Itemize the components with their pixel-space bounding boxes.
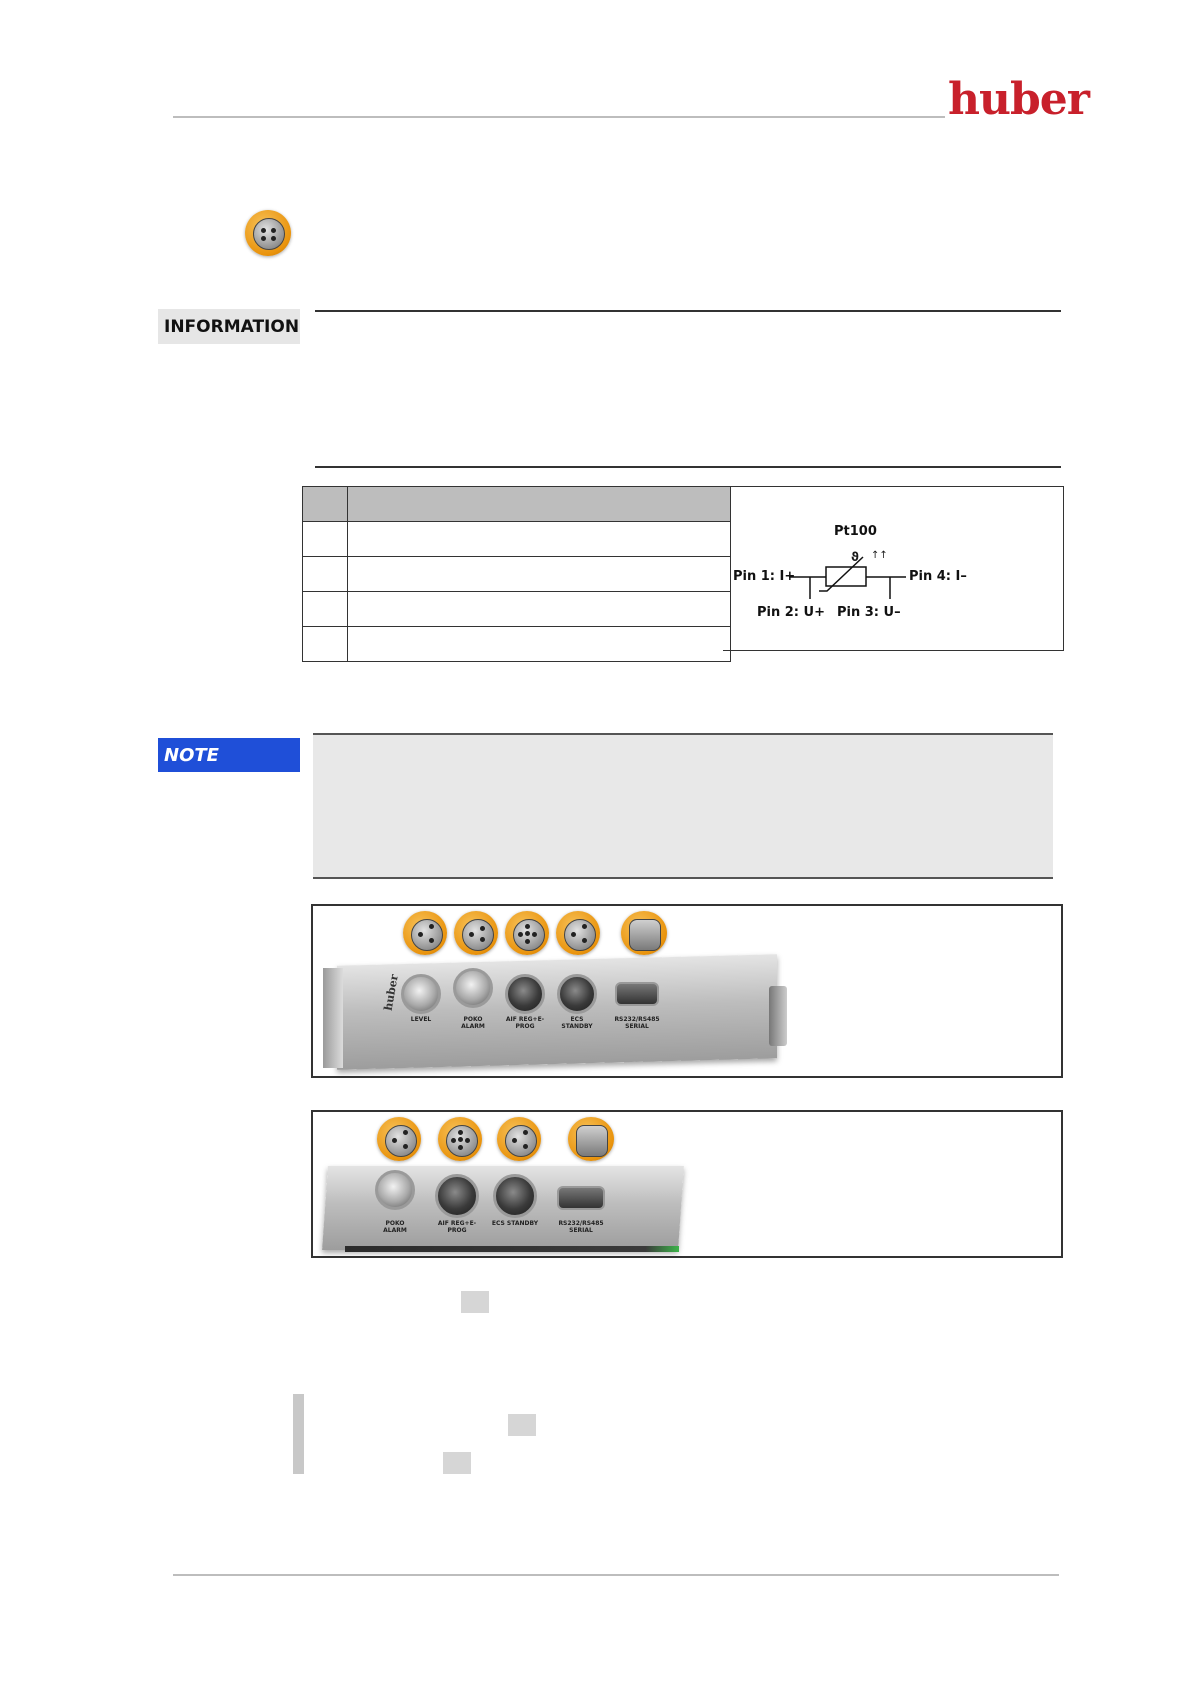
pt100-title: Pt100	[834, 524, 877, 539]
theta-symbol: ϑ	[851, 550, 859, 564]
arrows-symbol: ↑↑	[871, 550, 888, 561]
photo-interface-panel-2	[311, 1110, 1063, 1258]
plate-pcb-edge	[345, 1246, 679, 1252]
label-aif: AIF REG+E-PROG	[505, 1016, 545, 1030]
table-row	[303, 592, 731, 627]
table-row	[303, 522, 731, 557]
resistor-schematic	[723, 487, 1064, 652]
footer-rule	[173, 1574, 1059, 1576]
box-brand: huber	[381, 973, 401, 1012]
reference-marker-2	[508, 1414, 536, 1436]
poko-socket	[453, 968, 493, 1008]
label-level: LEVEL	[410, 1016, 432, 1023]
poko-alarm-connector-icon-2	[377, 1117, 421, 1161]
table-header-row	[303, 487, 731, 522]
label-serial: RS232/RS485 SERIAL	[614, 1016, 660, 1030]
pin4-label: Pin 4: I–	[909, 569, 967, 584]
serial-socket	[615, 982, 659, 1006]
serial-connector-icon	[621, 911, 667, 955]
label-ecs-2: ECS STANDBY	[491, 1220, 539, 1227]
information-top-rule	[315, 310, 1061, 312]
level-socket	[401, 974, 441, 1014]
pin2-label: Pin 2: U+	[757, 605, 825, 620]
interface-box-photo	[337, 954, 777, 1070]
pin-assignment-table	[302, 486, 731, 662]
label-poko: POKO ALARM	[461, 1016, 485, 1030]
label-poko-2: POKO ALARM	[383, 1220, 407, 1234]
aif-connector-icon	[505, 911, 549, 955]
ecs-socket	[557, 974, 597, 1014]
ecs-socket-2	[493, 1174, 537, 1218]
aif-socket-2	[435, 1174, 479, 1218]
pt100-diagram	[723, 486, 1064, 651]
level-connector-icon	[403, 911, 447, 955]
table-row	[303, 627, 731, 662]
box-end-cap	[323, 968, 343, 1068]
label-serial-2: RS232/RS485 SERIAL	[558, 1220, 604, 1234]
serial-connector-icon-2	[568, 1117, 614, 1161]
side-connector	[769, 986, 787, 1046]
huber-logo: huber	[948, 74, 1089, 125]
information-tag: INFORMATION	[158, 309, 300, 344]
aif-socket	[505, 974, 545, 1014]
aif-connector-icon-2	[438, 1117, 482, 1161]
note-box	[313, 733, 1053, 879]
result-indicator-bar	[293, 1394, 304, 1474]
information-bottom-rule	[315, 466, 1061, 468]
photo-interface-panel-1	[311, 904, 1063, 1078]
serial-socket-2	[557, 1186, 605, 1210]
header-rule	[173, 116, 945, 118]
ecs-standby-connector-icon	[556, 911, 600, 955]
poko-alarm-connector-icon	[454, 911, 498, 955]
table-row	[303, 557, 731, 592]
pin1-label: Pin 1: I+	[733, 569, 796, 584]
pin3-label: Pin 3: U–	[837, 605, 901, 620]
label-aif-2: AIF REG+E-PROG	[437, 1220, 477, 1234]
note-tag: NOTE	[158, 738, 300, 772]
label-ecs: ECS STANDBY	[561, 1016, 593, 1030]
ecs-standby-connector-icon-2	[497, 1117, 541, 1161]
poko-socket-2	[375, 1170, 415, 1210]
connector-4pin-icon	[245, 210, 291, 256]
reference-marker-3	[443, 1452, 471, 1474]
reference-marker	[461, 1291, 489, 1313]
